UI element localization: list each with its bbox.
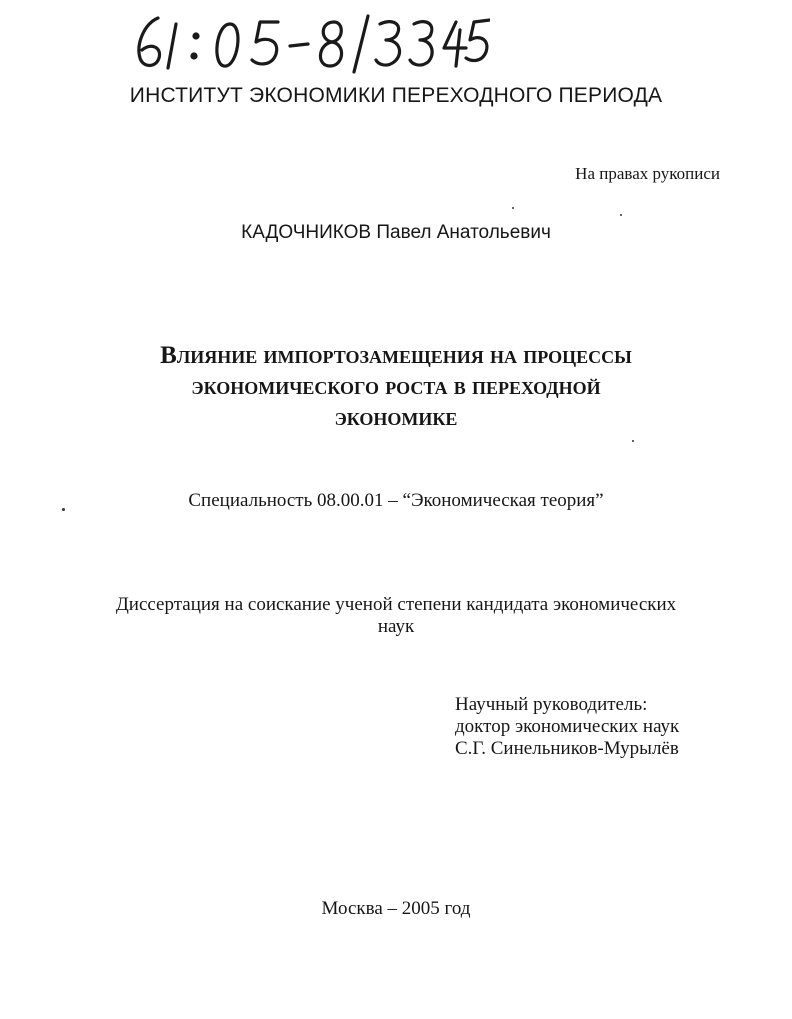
scan-speck — [512, 207, 514, 209]
supervisor-degree: доктор экономических наук — [455, 716, 680, 737]
dissertation-description — [60, 594, 732, 638]
specialty-line: Специальность 08.00.01 – “Экономическая теория” — [188, 490, 604, 511]
handwritten-catalog-number — [130, 10, 490, 74]
handwritten-number-drawing — [130, 10, 490, 74]
dissertation-title — [60, 340, 732, 433]
description-line: Диссертация на соискание ученой степени кандидата экономических — [115, 594, 677, 615]
supervisor-role: Научный руководитель: — [455, 694, 648, 715]
title-line: Влияние импортозамещения на процессы — [160, 342, 632, 369]
supervisor-block — [455, 694, 679, 760]
supervisor-name: С.Г. Синельников-Мурылёв — [455, 738, 679, 759]
author-name: КАДОЧНИКОВ Павел Анатольевич — [241, 222, 551, 243]
scan-speck — [632, 440, 634, 442]
city-year: Москва – 2005 год — [321, 898, 471, 919]
description-line: наук — [377, 616, 415, 637]
institute-name: ИНСТИТУТ ЭКОНОМИКИ ПЕРЕХОДНОГО ПЕРИОДА — [129, 84, 663, 107]
title-line: экономике — [334, 404, 458, 431]
scan-speck — [620, 214, 622, 216]
title-line: экономического роста в переходной — [191, 373, 601, 400]
scan-speck — [62, 508, 65, 511]
rights-note: На правах рукописи — [575, 164, 720, 183]
